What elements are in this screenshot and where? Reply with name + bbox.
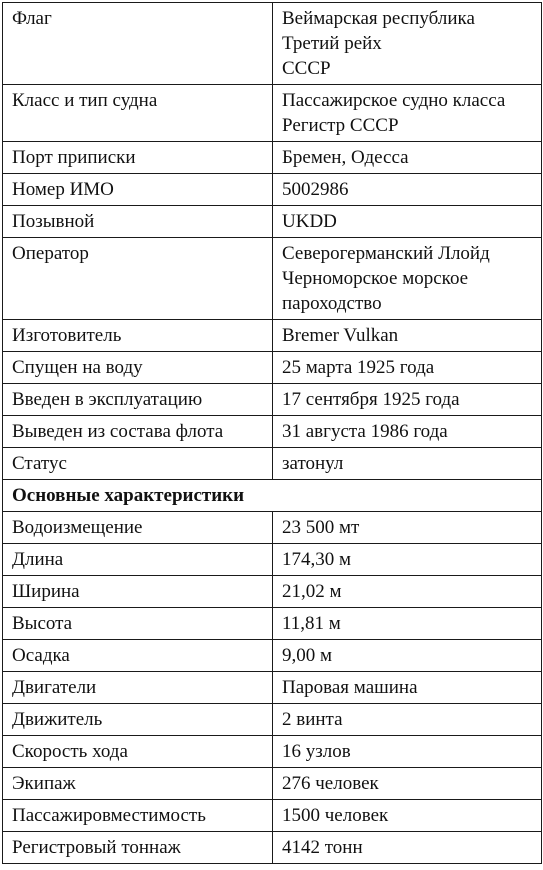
row-value (273, 384, 542, 416)
row-label: Введен в эксплуатацию (3, 384, 273, 416)
row-value (273, 352, 542, 384)
row-label: Выведен из состава флота (3, 416, 273, 448)
row-flag (3, 3, 542, 85)
row-label: Флаг (3, 3, 273, 85)
value-line: Bremer Vulkan (282, 325, 399, 346)
row-value (273, 142, 542, 174)
spec-value: 11,81 м (273, 608, 542, 640)
spec-value: 4142 тонн (273, 832, 542, 864)
spec-row-draft (3, 640, 542, 672)
spec-label: Осадка (3, 640, 273, 672)
value-line: СССР (282, 58, 331, 79)
value-line: 25 марта 1925 года (282, 357, 435, 378)
ship-info-table (2, 2, 542, 864)
spec-value: Паровая машина (273, 672, 542, 704)
value-line: Северогерманский Ллойд (282, 243, 490, 264)
spec-label: Регистровый тоннаж (3, 832, 273, 864)
value-line: 31 августа 1986 года (282, 421, 448, 442)
spec-label: Ширина (3, 576, 273, 608)
row-label: Номер ИМО (3, 174, 273, 206)
row-value (273, 416, 542, 448)
value-line: Регистр СССР (282, 115, 399, 136)
spec-label: Высота (3, 608, 273, 640)
row-label: Позывной (3, 206, 273, 238)
row-label: Спущен на воду (3, 352, 273, 384)
row-value (273, 206, 542, 238)
spec-label: Скорость хода (3, 736, 273, 768)
value-line: 5002986 (282, 179, 349, 200)
row-value (273, 174, 542, 206)
row-status (3, 448, 542, 480)
row-builder (3, 320, 542, 352)
value-line: Пассажирское судно класса (282, 90, 506, 111)
spec-value: 21,02 м (273, 576, 542, 608)
section-title: Основные характеристики (3, 480, 542, 512)
value-line: Бремен, Одесса (282, 147, 409, 168)
row-vessel-class (3, 85, 542, 142)
row-imo-number (3, 174, 542, 206)
value-line: UKDD (282, 211, 337, 232)
spec-row-beam (3, 576, 542, 608)
row-label: Порт приписки (3, 142, 273, 174)
value-line: Веймарская республика (282, 8, 475, 29)
spec-label: Пассажировместимость (3, 800, 273, 832)
spec-value: 2 винта (273, 704, 542, 736)
spec-row-speed (3, 736, 542, 768)
row-operator (3, 238, 542, 320)
spec-value: 1500 человек (273, 800, 542, 832)
row-value (273, 448, 542, 480)
spec-value: 23 500 мт (273, 512, 542, 544)
spec-label: Двигатели (3, 672, 273, 704)
spec-label: Длина (3, 544, 273, 576)
spec-row-propulsion (3, 704, 542, 736)
spec-row-tonnage (3, 832, 542, 864)
spec-row-engines (3, 672, 542, 704)
spec-value: 276 человек (273, 768, 542, 800)
row-call-sign (3, 206, 542, 238)
spec-value: 174,30 м (273, 544, 542, 576)
spec-row-passengers (3, 800, 542, 832)
spec-label: Движитель (3, 704, 273, 736)
row-decommissioned (3, 416, 542, 448)
spec-row-crew (3, 768, 542, 800)
row-label: Статус (3, 448, 273, 480)
row-launched (3, 352, 542, 384)
row-label: Класс и тип судна (3, 85, 273, 142)
row-value (273, 320, 542, 352)
spec-row-displacement (3, 512, 542, 544)
spec-value: 9,00 м (273, 640, 542, 672)
row-label: Оператор (3, 238, 273, 320)
row-home-port (3, 142, 542, 174)
spec-row-height (3, 608, 542, 640)
row-commissioned (3, 384, 542, 416)
row-value (273, 3, 542, 85)
value-line: Черноморское морское (282, 268, 469, 289)
row-value (273, 85, 542, 142)
spec-label: Экипаж (3, 768, 273, 800)
value-line: пароходство (282, 293, 382, 314)
spec-value: 16 узлов (273, 736, 542, 768)
ship-info-body (3, 3, 542, 864)
row-value (273, 238, 542, 320)
spec-label: Водоизмещение (3, 512, 273, 544)
row-label: Изготовитель (3, 320, 273, 352)
spec-row-length (3, 544, 542, 576)
value-line: Третий рейх (282, 33, 382, 54)
section-header-row (3, 480, 542, 512)
value-line: затонул (282, 453, 344, 474)
value-line: 17 сентября 1925 года (282, 389, 460, 410)
